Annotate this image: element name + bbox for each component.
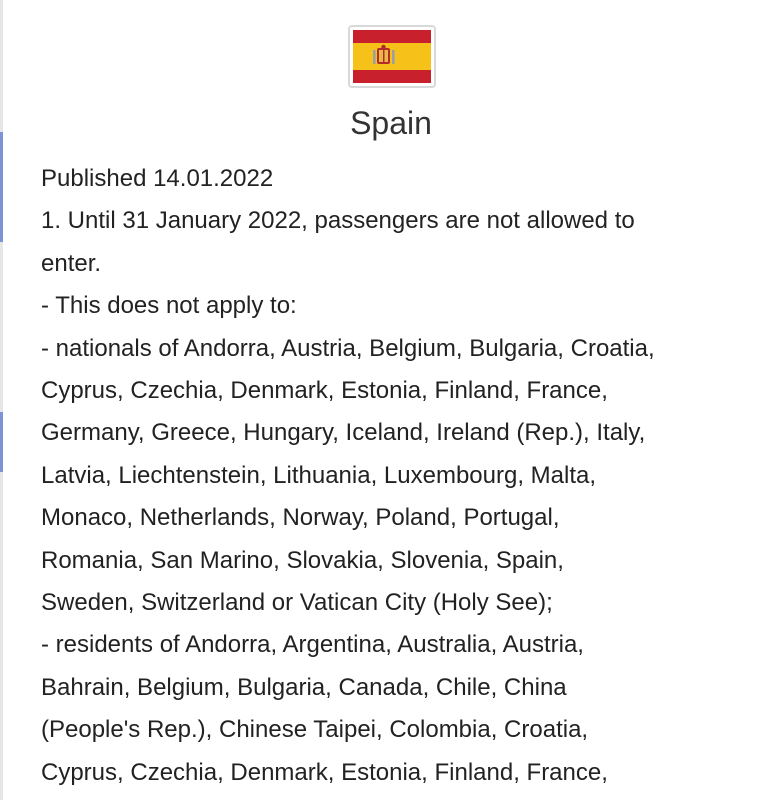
text-line: Romania, San Marino, Slovakia, Slovenia, Spain, <box>41 546 564 574</box>
flag-frame <box>348 25 436 88</box>
text-line: Cyprus, Czechia, Denmark, Estonia, Finland, France, <box>41 758 608 786</box>
text-line: - residents of Andorra, Argentina, Australia, Austria, <box>41 631 584 659</box>
text-line: - This does not apply to: <box>41 292 297 320</box>
text-line: (People's Rep.), Chinese Taipei, Colombia, Croatia, <box>41 716 589 744</box>
country-title: Spain <box>350 105 432 141</box>
spain-flag-icon <box>353 30 431 83</box>
text-line: enter. <box>41 249 102 277</box>
text-line: Cyprus, Czechia, Denmark, Estonia, Finland, France, <box>41 377 608 405</box>
text-line: - nationals of Andorra, Austria, Belgium, Bulgaria, Croatia, <box>41 334 655 362</box>
text-line: Sweden, Switzerland or Vatican City (Holy See); <box>41 589 553 617</box>
entry-restrictions-text <box>41 158 741 794</box>
text-line: Monaco, Netherlands, Norway, Poland, Portugal, <box>41 504 560 532</box>
text-line: Latvia, Liechtenstein, Lithuania, Luxembourg, Malta, <box>41 461 597 489</box>
text-line: 1. Until 31 January 2022, passengers are not allowed to <box>41 207 635 235</box>
text-line: Bahrain, Belgium, Bulgaria, Canada, Chile, China <box>41 673 567 701</box>
text-line: Published 14.01.2022 <box>41 165 274 192</box>
country-detail-card <box>3 0 779 800</box>
text-line: Germany, Greece, Hungary, Iceland, Ireland (Rep.), Italy, <box>41 419 646 447</box>
